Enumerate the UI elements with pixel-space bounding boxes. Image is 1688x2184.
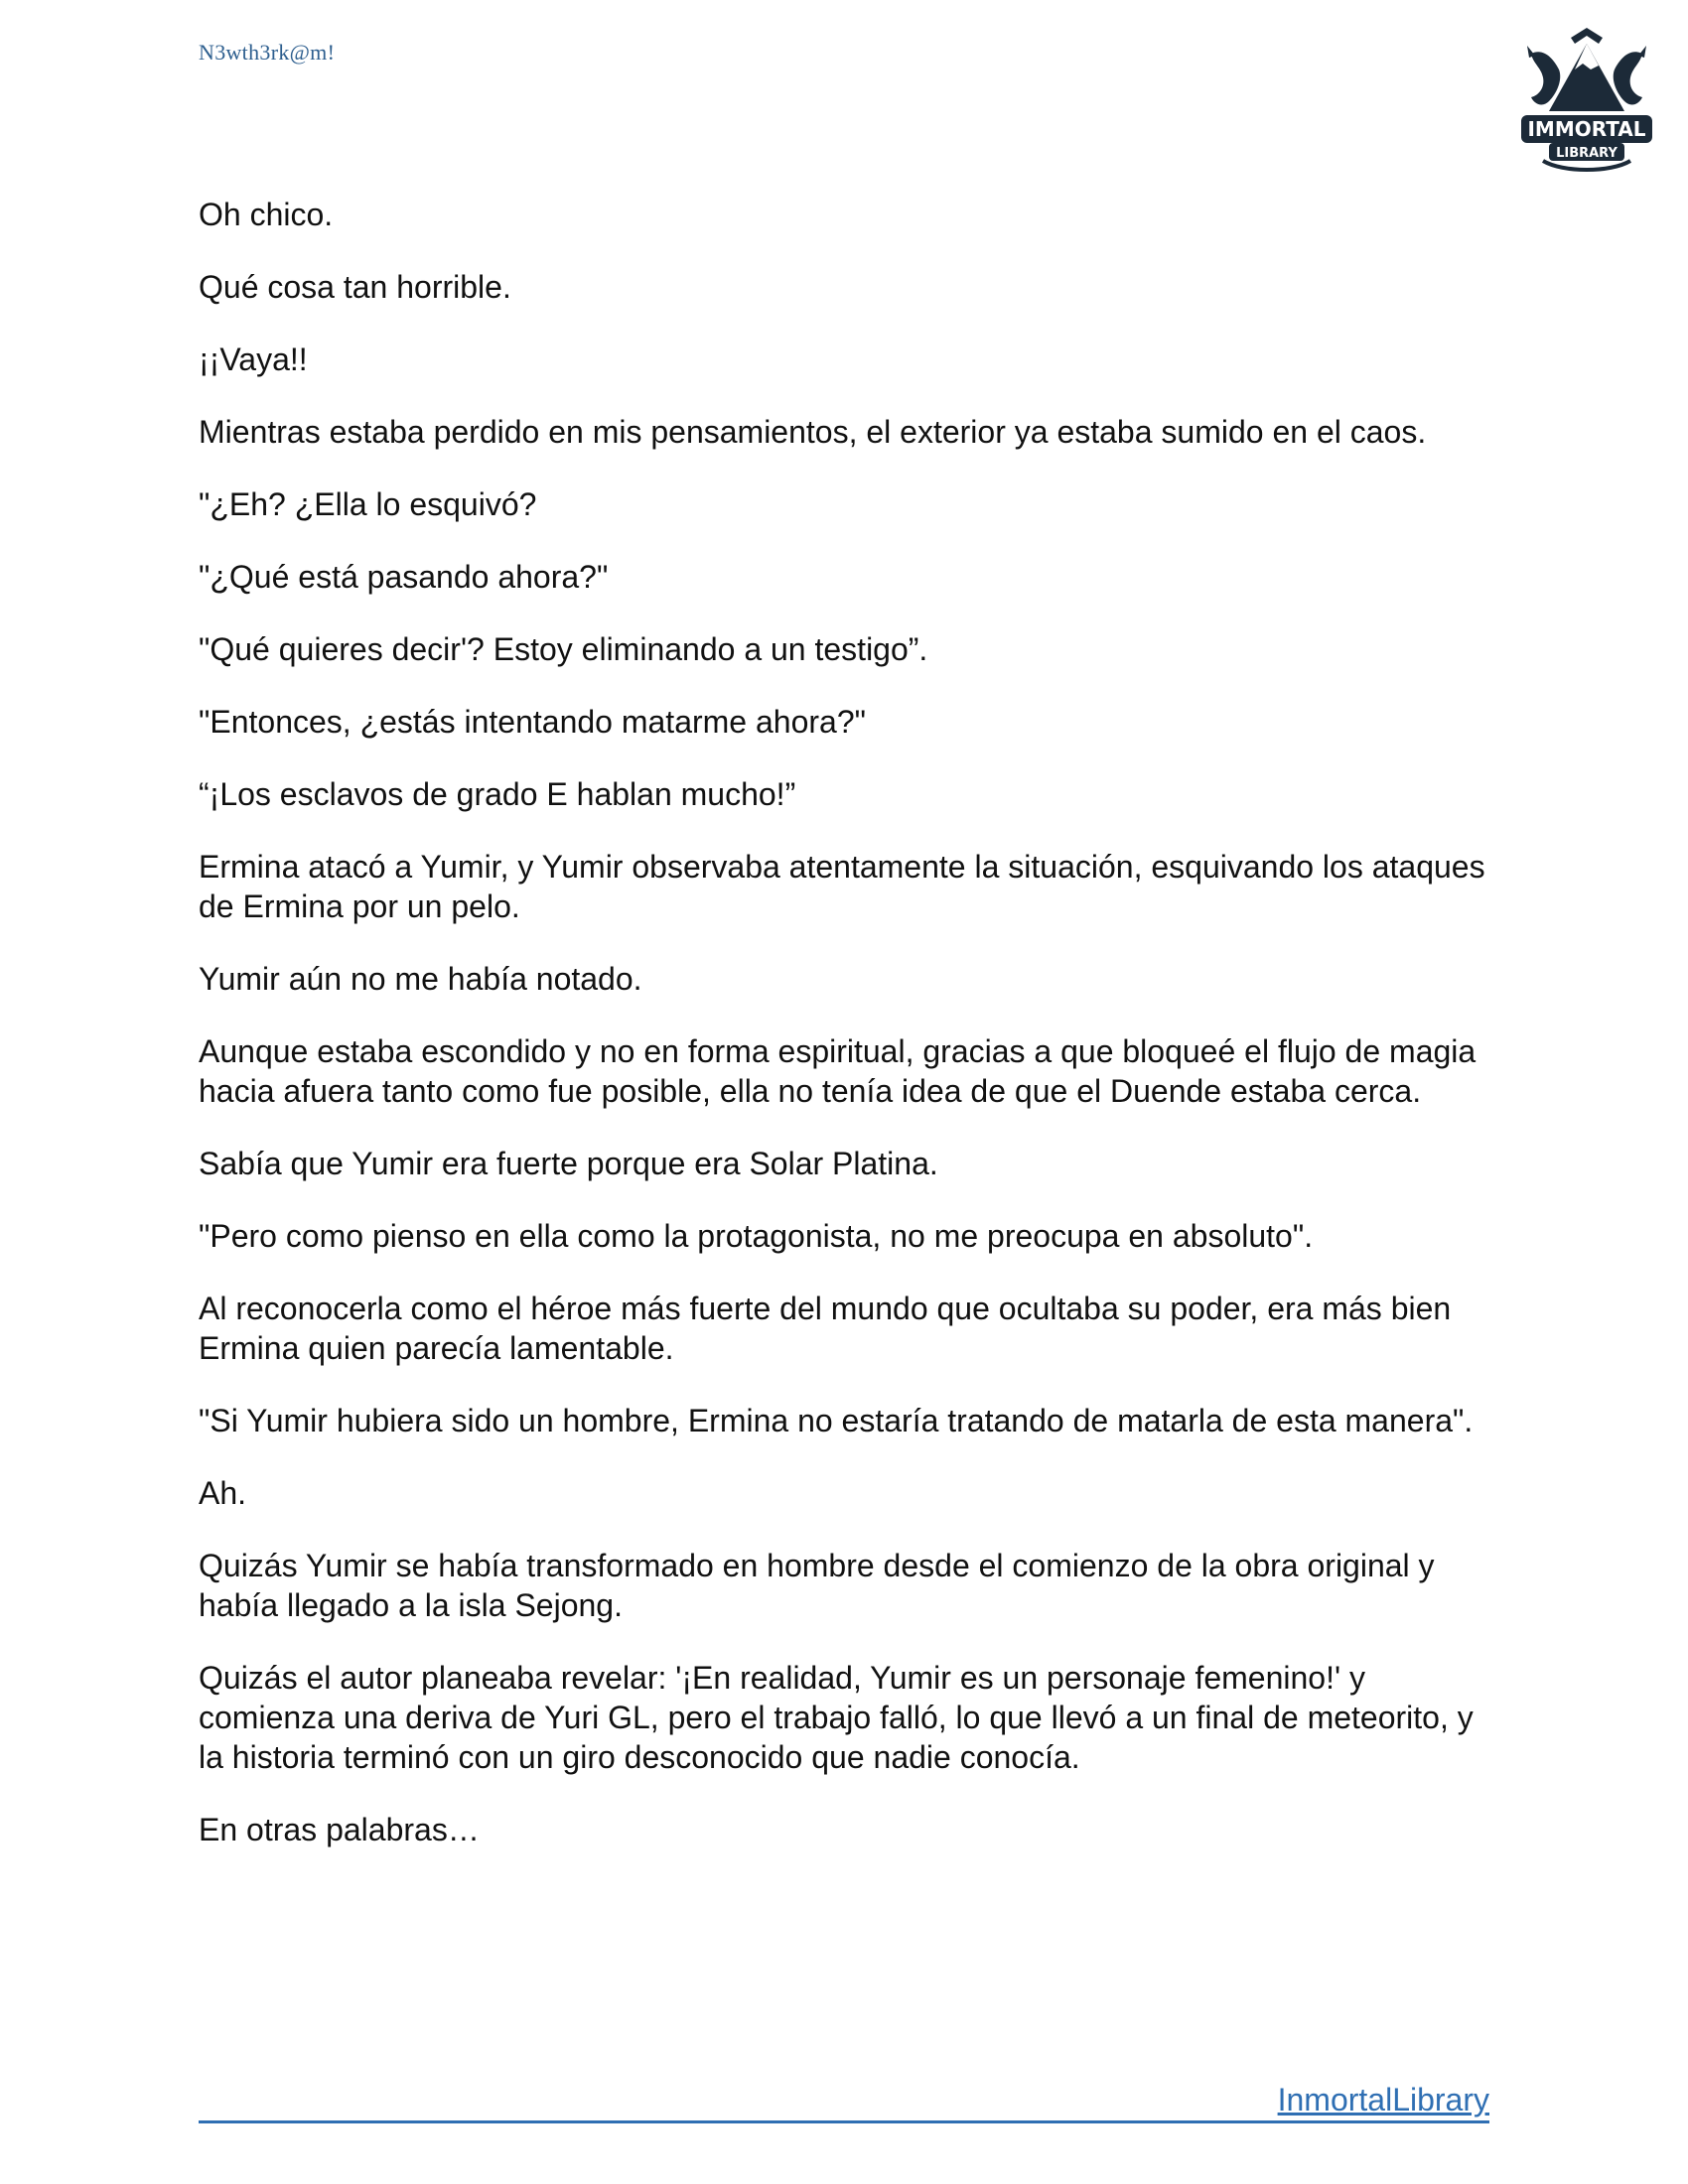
paragraph: Quizás Yumir se había transformado en hombre desde el comienzo de la obra original y había llegado a la isla Sejong. bbox=[199, 1548, 1435, 1623]
logo-text-line2: LIBRARY bbox=[1556, 146, 1618, 161]
document-body bbox=[199, 195, 1499, 1882]
paragraph: Al reconocerla como el héroe más fuerte del mundo que ocultaba su poder, era más bien Ermina quien parecía lamentable. bbox=[199, 1291, 1452, 1366]
immortal-library-logo-icon bbox=[1513, 24, 1660, 183]
header-signature: N3wth3rk@m! bbox=[199, 40, 336, 65]
paragraph: ¡¡Vaya!! bbox=[199, 341, 308, 377]
paragraph: En otras palabras… bbox=[199, 1812, 480, 1847]
paragraph: "¿Eh? ¿Ella lo esquivó? bbox=[199, 486, 537, 522]
paragraph: Qué cosa tan horrible. bbox=[199, 269, 511, 305]
logo-text-line1: IMMORTAL bbox=[1527, 117, 1646, 141]
paragraph: “¡Los esclavos de grado E hablan mucho!” bbox=[199, 776, 796, 812]
paragraph: Yumir aún no me había notado. bbox=[199, 961, 642, 997]
paragraph: Oh chico. bbox=[199, 197, 334, 232]
footer-rule bbox=[199, 2077, 1489, 2123]
footer-link-inmortal-library[interactable]: InmortalLibrary bbox=[1277, 2082, 1489, 2117]
paragraph: Sabía que Yumir era fuerte porque era Solar Platina. bbox=[199, 1146, 938, 1181]
paragraph: Ermina atacó a Yumir, y Yumir observaba atentamente la situación, esquivando los ataques de Ermina por un pelo. bbox=[199, 849, 1485, 924]
paragraph: Ah. bbox=[199, 1475, 247, 1511]
paragraph: "Entonces, ¿estás intentando matarme ahora?" bbox=[199, 704, 866, 740]
paragraph: Quizás el autor planeaba revelar: '¡En realidad, Yumir es un personaje femenino!' y comienza una deriva de Yuri GL, pero el trabajo falló, lo que llevó a un final de meteorito, y la historia terminó con un giro desconocido que nadie conocía. bbox=[199, 1660, 1474, 1775]
paragraph: Mientras estaba perdido en mis pensamientos, el exterior ya estaba sumido en el caos. bbox=[199, 414, 1427, 450]
paragraph: "Si Yumir hubiera sido un hombre, Ermina no estaría tratando de matarla de esta manera". bbox=[199, 1403, 1474, 1438]
paragraph: Aunque estaba escondido y no en forma espiritual, gracias a que bloqueé el flujo de magia hacia afuera tanto como fue posible, ella no tenía idea de que el Duende estaba cerca. bbox=[199, 1033, 1477, 1109]
paragraph: "¿Qué está pasando ahora?" bbox=[199, 559, 609, 595]
paragraph: "Qué quieres decir'? Estoy eliminando a un testigo”. bbox=[199, 631, 928, 667]
paragraph: "Pero como pienso en ella como la protagonista, no me preocupa en absoluto". bbox=[199, 1218, 1314, 1254]
